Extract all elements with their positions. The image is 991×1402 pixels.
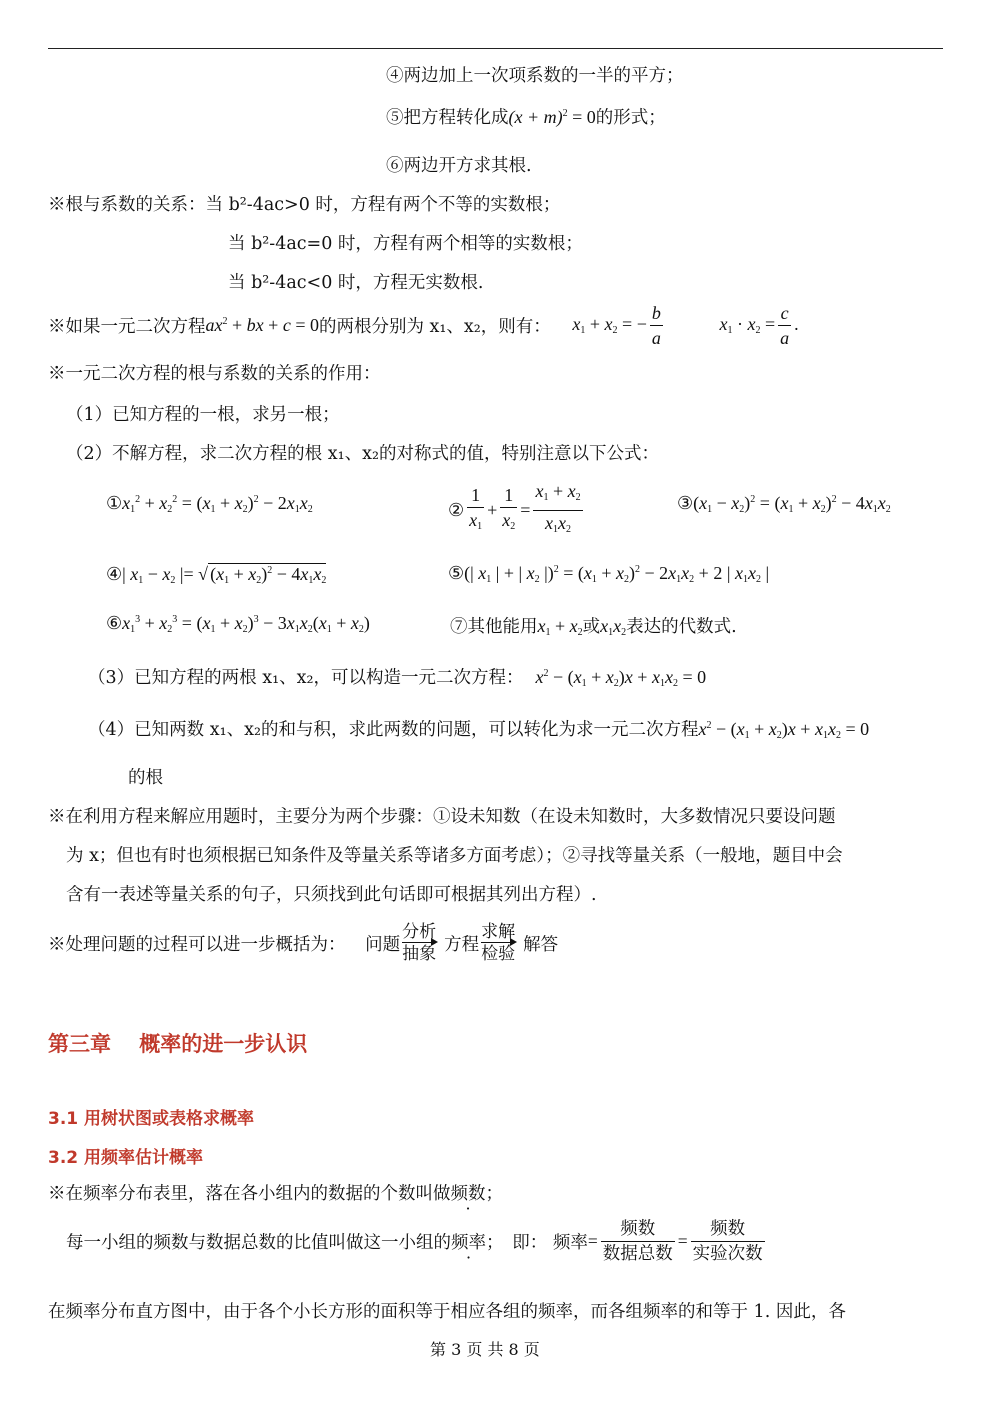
vieta-product: $x_1 \cdot x_2$ = $\frac{c}{a}$ . <box>719 303 799 348</box>
discriminant-case-2: 当 b²-4ac=0 时，方程有两个相等的实数根； <box>228 234 583 254</box>
uses-item-2: （2）不解方程，求二次方程的根 x₁、x₂的对称式的值，特别注意以下公式： <box>66 444 659 464</box>
relative-frequency-text: 每一小组的频数与数据总数的比值叫做这一小组的 <box>66 1233 451 1253</box>
page-number: 第 3 页 共 8 页 <box>430 1340 540 1359</box>
formula-7-end: 表达的代数式. <box>626 617 737 637</box>
arrow-2-bottom: 检验 <box>481 944 516 964</box>
relative-frequency-end: ； 即： <box>486 1233 548 1253</box>
process-problem: 问题 <box>365 935 401 955</box>
discriminant-case-1-text: 当 b²-4ac>0 时，方程有两个不等的实数根； <box>205 195 561 215</box>
process-arrow-1 <box>402 922 436 965</box>
section-3-2: 3.2 用频率估计概率 <box>48 1148 204 1168</box>
formula-5: ⑤(| $x_1$ | + | $x_2$ $|)^2 = (x_1 + x_2)^2 - 2x_1x_2 + 2$ | $x_1x_2$ | <box>448 563 770 585</box>
step-5-text: ⑤把方程转化成 <box>386 108 509 128</box>
term-relative-frequency: 频率 <box>451 1233 486 1253</box>
arrow-1-bottom: 抽象 <box>402 944 437 964</box>
fraction-1-numerator: 频数 <box>601 1218 675 1242</box>
frequency-definition-end: ； <box>485 1184 503 1204</box>
application-line-2: 为 x；但也有时也须根据已知条件及等量关系等诸多方面考虑）；②寻找等量关系（一般地，题目中会 <box>66 846 843 866</box>
process-line <box>48 922 558 965</box>
formula-4: ④| $x_1 - x_2$ |= √ $(x_1 + x_2)^2 - 4x_1x_2$ <box>106 564 327 586</box>
uses-item-3-text: （3）已知方程的两根 x₁、x₂，可以构造一元二次方程： <box>88 668 524 688</box>
vieta-lead: ※如果一元二次方程 <box>48 317 206 337</box>
process-answer: 解答 <box>523 935 559 955</box>
formula-7-or: 或 <box>582 617 601 637</box>
discriminant-case-3: 当 b²-4ac<0 时，方程无实数根. <box>228 273 484 293</box>
arrow-1-top: 分析 <box>402 922 437 942</box>
vieta-line <box>48 302 799 349</box>
formula-2: ② $\frac{1}{x_1}$ + $\frac{1}{x_2}$ = $\frac{x_1 + x_2}{x_1x_2}$ <box>448 481 581 535</box>
step-6: ⑥两边开方求其根. <box>386 156 532 176</box>
uses-item-3: （3）已知方程的两根 x₁、x₂，可以构造一元二次方程： $x^2 - (x_1 + x_2)x + x_1x_2 = 0$ <box>88 667 707 689</box>
ratio-fraction-2 <box>691 1218 765 1265</box>
formula-1: $①x_1^2 + x_2^2 = (x_1 + x_2)^2 - 2x_1x_2$ <box>106 493 313 515</box>
fraction-1-denominator: 数据总数 <box>602 1244 673 1264</box>
vieta-mid: 的两根分别为 x₁、x₂，则有： <box>318 317 551 337</box>
application-line-3: 含有一表述等量关系的句子，只须找到此句话即可根据其列出方程）. <box>66 885 597 905</box>
fraction-2-denominator: 实验次数 <box>692 1244 763 1264</box>
process-lead: ※处理问题的过程可以进一步概括为： <box>48 935 346 955</box>
formula-7: ⑦其他能用$x_1 + x_2$或$x_1x_2$表达的代数式. <box>450 616 737 638</box>
histogram-line: 在频率分布直方图中，由于各个小长方形的面积等于相应各组的频率，而各组频率的和等于 1. 因此，各 <box>48 1302 846 1322</box>
formula-7-text: ⑦其他能用 <box>450 617 538 637</box>
frequency-definition <box>48 1180 503 1205</box>
discriminant-lead: ※根与系数的关系： <box>48 195 206 215</box>
relative-frequency-definition: 每一小组的频数与数据总数的比值叫做这一小组的频率； 即： 频率= $\frac{\text{频数}}{\text{数据总数}}$ = $\frac{\text{频数}}{\text{实验次数}}$ <box>66 1219 763 1264</box>
uses-item-1: （1）已知方程的一根，求另一根； <box>66 405 340 425</box>
uses-item-4: （4）已知两数 x₁、x₂的和与积，求此两数的问题，可以转化为求一元二次方程$x^2 - (x_1 + x_2)x + x_1x_2 = 0$ <box>88 719 870 741</box>
chapter-title: 第三章 概率的进一步认识 <box>48 1032 308 1056</box>
application-line-1: ※在利用方程来解应用题时，主要分为两个步骤：①设未知数（在设未知数时，大多数情况只要设问题 <box>48 807 836 827</box>
ratio-fraction-1 <box>601 1218 675 1265</box>
process-arrow-2 <box>481 922 515 965</box>
formula-3: $③(x_1 - x_2)^2 = (x_1 + x_2)^2 - 4x_1x_2$ <box>677 493 891 515</box>
step-5-formula: $(x + m)^2 = 0$ <box>508 107 596 127</box>
uses-heading: ※一元二次方程的根与系数的关系的作用： <box>48 364 381 384</box>
quadratic-equation: $ax^2$ + bx + c = 0 <box>205 315 319 335</box>
header-rule <box>48 48 943 49</box>
step-5 <box>386 104 666 129</box>
fraction-2-numerator: 频数 <box>691 1218 765 1242</box>
vieta-sum: $x_1 + x_2$ = − $\frac{b}{a}$ <box>572 303 661 348</box>
formula-6: $⑥x_1^3 + x_2^3 = (x_1 + x_2)^3 - 3x_1x_2(x_1 + x_2)$ <box>106 613 370 635</box>
ratio-label: 频率 <box>552 1233 588 1253</box>
term-frequency-count: 频数 <box>450 1184 486 1204</box>
step-4: ④两边加上一次项系数的一半的平方； <box>386 66 684 86</box>
arrow-2-top: 求解 <box>481 922 516 942</box>
uses-item-4-tail: 的根 <box>128 768 163 788</box>
section-3-1: 3.1 用树状图或表格求概率 <box>48 1109 255 1129</box>
frequency-definition-text: ※在频率分布表里，落在各小组内的数据的个数叫做 <box>48 1184 451 1204</box>
uses-item-4-text: （4）已知两数 x₁、x₂的和与积，求此两数的问题，可以转化为求一元二次方程 <box>88 720 699 740</box>
step-5-end: 的形式； <box>595 108 666 128</box>
process-equation: 方程 <box>444 935 480 955</box>
discriminant-case-1 <box>48 191 560 216</box>
